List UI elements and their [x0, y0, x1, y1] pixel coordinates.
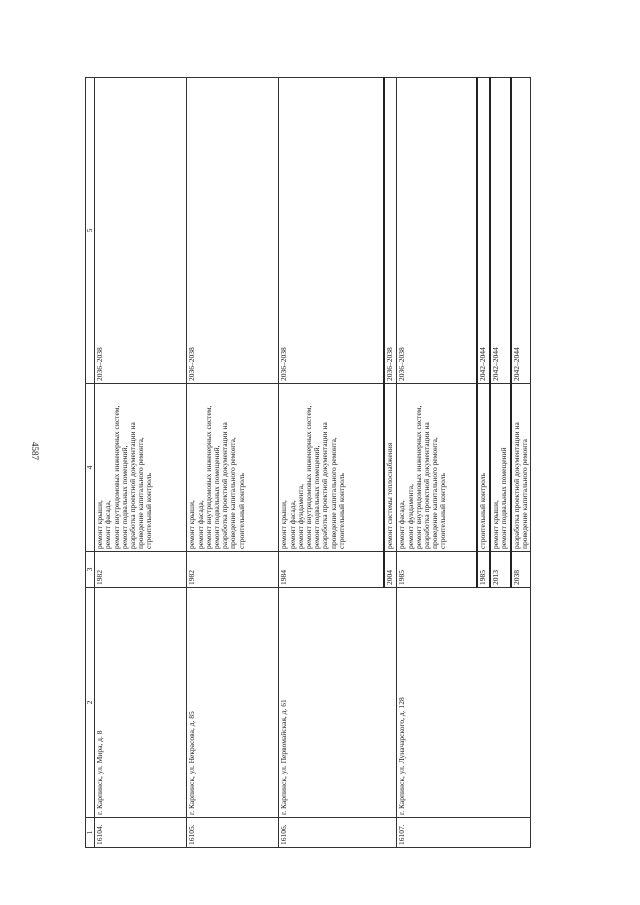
work-item: проведение капитального ремонта,: [228, 437, 238, 549]
address-cell: г. Карпинск, ул. Первомайская, д. 61: [279, 588, 397, 818]
work-item: ремонт системы теплоснабжения: [385, 442, 395, 549]
work-item: ремонт внутридомовых инженерных систем,: [304, 405, 314, 549]
work-item: ремонт крыши,: [187, 500, 197, 549]
work-item: ремонт фундамента,: [405, 484, 415, 549]
work-item: ремонт фасада,: [195, 500, 205, 549]
period-cell: 2042–2044: [511, 78, 531, 384]
works-cell: [477, 384, 490, 552]
year-cell: 1985: [397, 552, 477, 588]
works-cell: [279, 384, 384, 552]
work-item: разработка проектной документации на: [511, 422, 521, 549]
header-col-4: 4: [86, 384, 95, 552]
address-cell: г. Карпинск, ул. Луначарского, д. 128: [397, 588, 531, 818]
work-item: проведение капитального ремонта,: [328, 437, 338, 549]
row-number-cell: 16106.: [279, 818, 397, 848]
period-cell: 2042–2044: [477, 78, 490, 384]
work-item: ремонт подвальных помещений: [499, 447, 509, 549]
work-item: проведение капитального ремонта: [519, 439, 529, 549]
work-item: ремонт фундамента,: [295, 484, 305, 549]
year-cell: 1982: [187, 552, 279, 588]
work-item: разработка проектной документации на: [320, 422, 330, 549]
work-item: ремонт внутридомовых инженерных систем,: [111, 405, 121, 549]
work-item: строительный контроль: [236, 473, 246, 549]
works-cell: [187, 384, 279, 552]
work-item: разработка проектной документации на: [421, 422, 431, 549]
header-col-3: 3: [86, 552, 95, 588]
works-cell: [490, 384, 510, 552]
work-item: строительный контроль: [144, 473, 154, 549]
row-number-cell: 16107.: [397, 818, 531, 848]
address-cell: г. Карпинск, ул. Мира, д. 8: [95, 588, 187, 818]
header-col-2: 2: [86, 588, 95, 818]
work-item: ремонт фасада,: [397, 500, 407, 549]
period-cell: 2036–2038: [384, 78, 397, 384]
header-col-5: 5: [86, 78, 95, 384]
year-cell: 2013: [490, 552, 510, 588]
work-item: ремонт внутридомовых инженерных систем,: [413, 405, 423, 549]
work-item: разработка проектной документации на: [128, 422, 138, 549]
work-item: строительный контроль: [478, 473, 488, 549]
work-item: ремонт подвальных помещений,: [312, 445, 322, 549]
work-item: проведение капитального ремонта,: [136, 437, 146, 549]
work-item: ремонт подвальных помещений,: [211, 445, 221, 549]
document-table-container: [85, 78, 531, 848]
period-cell: 2042–2044: [490, 78, 510, 384]
row-number-cell: 16105.: [187, 818, 279, 848]
row-number-cell: 16104.: [95, 818, 187, 848]
work-item: ремонт подвальных помещений,: [119, 445, 129, 549]
work-item: проведение капитального ремонта,: [430, 437, 440, 549]
work-item: ремонт фасада,: [287, 500, 297, 549]
year-cell: 1985: [477, 552, 490, 588]
works-cell: [384, 384, 397, 552]
period-cell: 2036–2038: [187, 78, 279, 384]
period-cell: 2036–2038: [279, 78, 384, 384]
table-body: [95, 78, 531, 848]
work-item: ремонт фасада,: [103, 500, 113, 549]
work-item: ремонт внутридомовых инженерных систем,: [203, 405, 213, 549]
table-header-row: [86, 78, 95, 848]
year-cell: 2038: [511, 552, 531, 588]
year-cell: 2004: [384, 552, 397, 588]
work-item: разработка проектной документации на: [220, 422, 230, 549]
period-cell: 2036–2038: [95, 78, 187, 384]
page-number: 4587: [30, 442, 40, 460]
address-cell: г. Карпинск, ул. Некрасова, д. 85: [187, 588, 279, 818]
period-cell: 2036–2038: [397, 78, 477, 384]
header-col-1: 1: [86, 818, 95, 848]
works-cell: [511, 384, 531, 552]
table-row: [397, 78, 477, 848]
year-cell: 1984: [279, 552, 384, 588]
work-item: строительный контроль: [336, 473, 346, 549]
table-row: [279, 78, 384, 848]
works-cell: [397, 384, 477, 552]
year-cell: 1982: [95, 552, 187, 588]
works-cell: [95, 384, 187, 552]
work-item: строительный контроль: [438, 473, 448, 549]
work-item: ремонт крыши,: [279, 500, 289, 549]
work-item: ремонт крыши,: [491, 500, 501, 549]
table-row: [187, 78, 279, 848]
table-row: [95, 78, 187, 848]
work-item: ремонт крыши,: [95, 500, 105, 549]
capital-repair-table: [85, 77, 531, 848]
